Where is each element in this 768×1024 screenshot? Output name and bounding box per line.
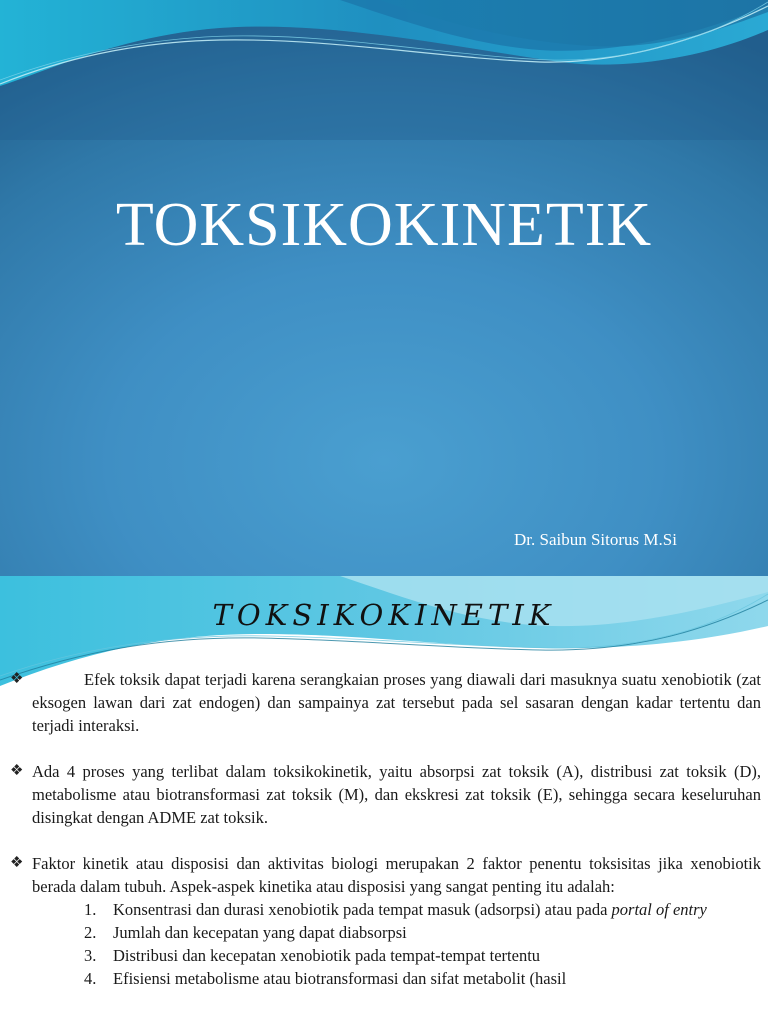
bullet-text: Ada 4 proses yang terlibat dalam toksikokinetik, yaitu absorpsi zat toksik (A), distribusi zat toksik (D), metabolisme atau biotransformasi zat toksik (M), dan ekskresi zat toksik (E), sehingga secara keseluruhan disingkat dengan ADME zat toksik. xyxy=(32,762,761,827)
list-text: Distribusi dan kecepatan xenobiotik pada tempat-tempat tertentu xyxy=(113,946,541,965)
list-number: 2. xyxy=(84,923,97,942)
bullet-item xyxy=(0,760,768,829)
diamond-dots-icon: ❖ xyxy=(10,671,24,687)
bullet-item xyxy=(0,668,768,737)
bullet-text: Faktor kinetik atau disposisi dan aktivitas biologi merupakan 2 faktor penentu toksisitas jika xenobiotik berada dalam tubuh. Aspek-aspek kinetika atau disposisi yang sangat penting itu adalah: xyxy=(32,854,761,896)
list-number: 4. xyxy=(84,969,97,988)
diamond-dots-icon: ❖ xyxy=(10,763,24,779)
content-slide xyxy=(0,576,768,1024)
list-item xyxy=(0,921,768,944)
list-text: Jumlah dan kecepatan yang dapat diabsorpsi xyxy=(113,923,407,942)
slide-heading: TOKSIKOKINETIK xyxy=(212,598,556,632)
list-text: Konsentrasi dan durasi xenobiotik pada tempat masuk (adsorpsi) atau pada xyxy=(113,900,612,919)
list-item xyxy=(0,944,768,967)
list-item xyxy=(0,967,768,990)
author-name: Dr. Saibun Sitorus M.Si xyxy=(514,530,677,549)
list-item xyxy=(0,898,768,921)
bullet-text: Efek toksik dapat terjadi karena serangkaian proses yang diawali dari masuknya suatu xenobiotik (zat eksogen lawan dari zat endogen) dan sampainya zat tersebut pada sel sasaran dengan kadar tertentu dan terjadi interaksi. xyxy=(32,670,761,735)
list-number: 3. xyxy=(84,946,97,965)
bullet-item xyxy=(0,852,768,898)
slide-body xyxy=(0,668,768,990)
slide-title: TOKSIKOKINETIK xyxy=(115,191,653,259)
decorative-wave-header xyxy=(0,0,768,140)
list-text-italic: portal of entry xyxy=(611,900,707,919)
diamond-dots-icon: ❖ xyxy=(10,855,24,871)
numbered-list xyxy=(0,898,768,990)
list-number: 1. xyxy=(84,900,97,919)
list-text: Efisiensi metabolisme atau biotransformasi dan sifat metabolit (hasil xyxy=(113,969,567,988)
